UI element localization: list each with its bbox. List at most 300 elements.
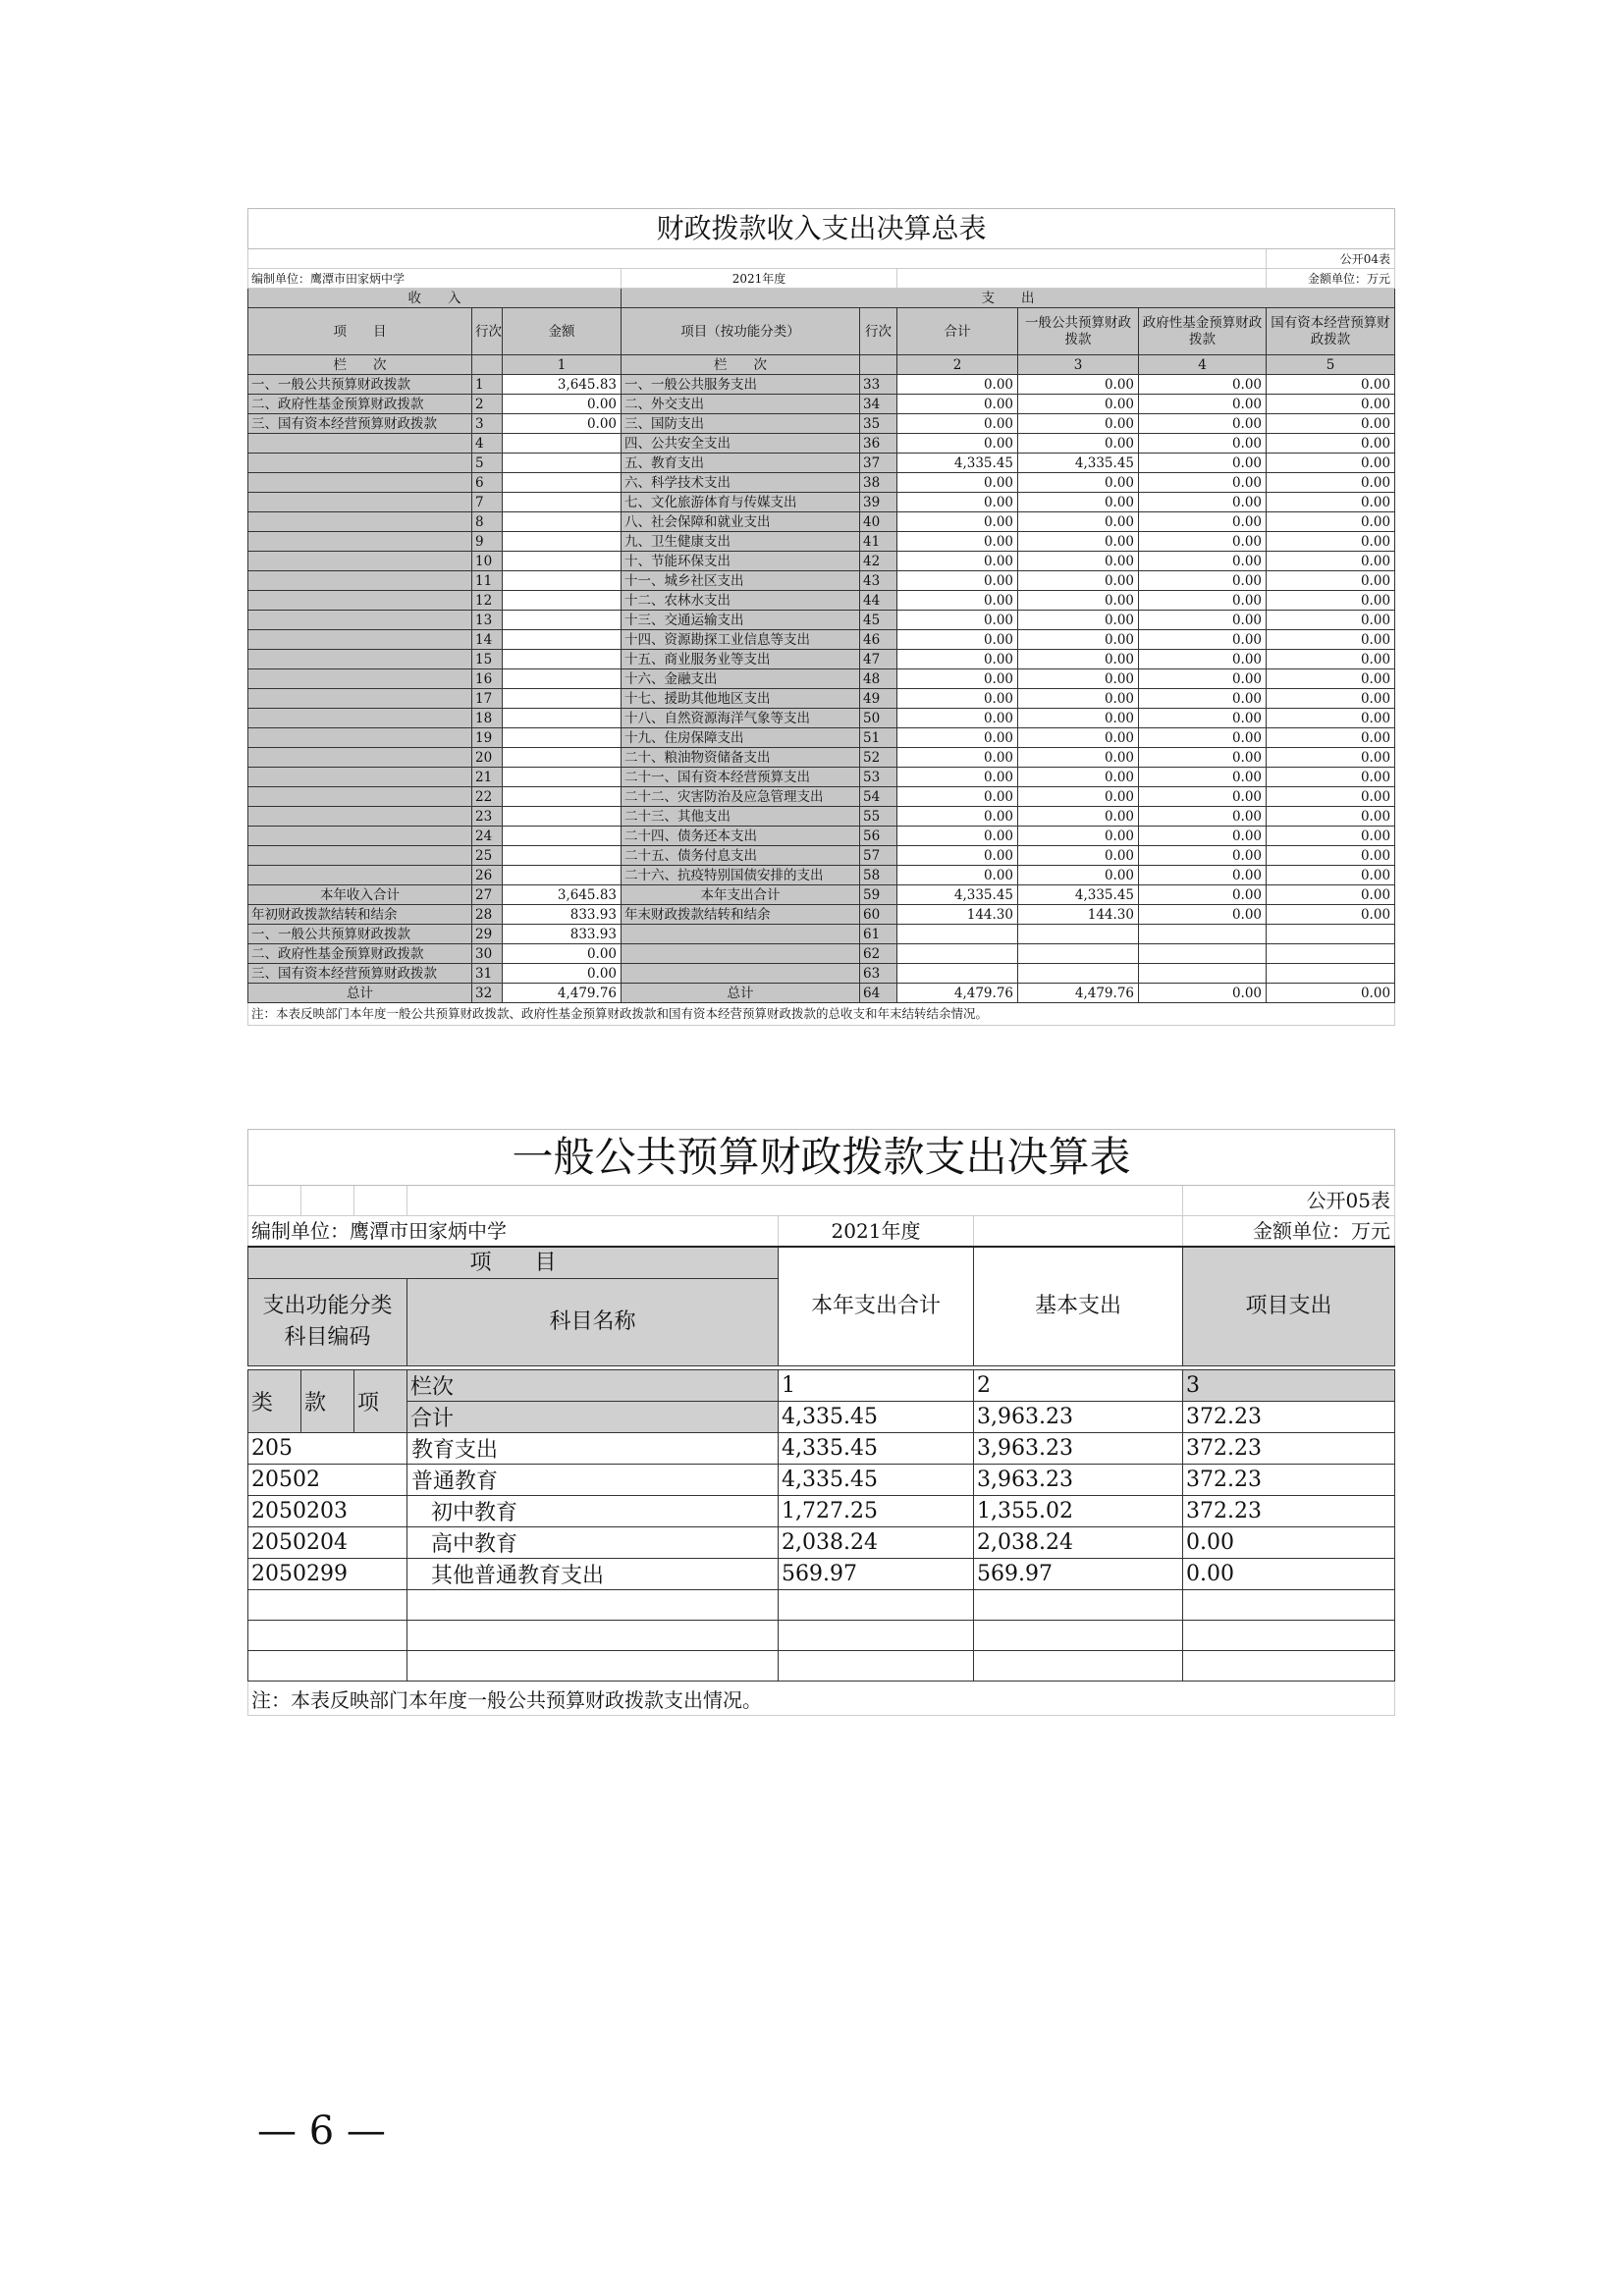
expense-general: 0.00 bbox=[1018, 591, 1139, 611]
balance-general-amount: 833.93 bbox=[503, 925, 622, 944]
income-amount bbox=[503, 630, 622, 650]
income-amount bbox=[503, 512, 622, 532]
row-no: 6 bbox=[472, 473, 503, 493]
income-amount bbox=[503, 709, 622, 728]
expense-general: 0.00 bbox=[1018, 571, 1139, 591]
expense-fund: 0.00 bbox=[1139, 375, 1267, 395]
expense-general: 0.00 bbox=[1018, 552, 1139, 571]
expense-state: 0.00 bbox=[1267, 395, 1395, 414]
item-func-header: 项目（按功能分类） bbox=[622, 308, 860, 355]
table2-year: 2021年度 bbox=[779, 1216, 974, 1248]
table-row bbox=[248, 375, 1395, 395]
grand-total-income: 4,479.76 bbox=[503, 984, 622, 1003]
income-item bbox=[248, 493, 472, 512]
expense-item: 十八、自然资源海洋气象等支出 bbox=[622, 709, 860, 728]
income-amount bbox=[503, 807, 622, 827]
row-no-header: 行次 bbox=[472, 308, 503, 355]
column-number: 5 bbox=[1267, 355, 1395, 375]
table2-org: 编制单位：鹰潭市田家炳中学 bbox=[248, 1216, 779, 1248]
income-item bbox=[248, 591, 472, 611]
row-no: 12 bbox=[472, 591, 503, 611]
income-amount bbox=[503, 434, 622, 454]
expense-general: 0.00 bbox=[1018, 866, 1139, 885]
grand-total-state: 0.00 bbox=[1267, 984, 1395, 1003]
expense-general: 0.00 bbox=[1018, 395, 1139, 414]
expense-general: 0.00 bbox=[1018, 532, 1139, 552]
table2-rows bbox=[248, 1433, 1395, 1590]
grand-total-general: 4,479.76 bbox=[1018, 984, 1139, 1003]
expense-general: 0.00 bbox=[1018, 768, 1139, 787]
expense-total: 0.00 bbox=[897, 787, 1018, 807]
expense-state: 0.00 bbox=[1267, 434, 1395, 454]
category-header: 类 bbox=[248, 1370, 301, 1433]
balance-state-amount: 0.00 bbox=[503, 964, 622, 984]
expense-general: 0.00 bbox=[1018, 650, 1139, 669]
subject-name: 普通教育 bbox=[407, 1465, 779, 1496]
row-total: 569.97 bbox=[779, 1559, 974, 1590]
expense-fund: 0.00 bbox=[1139, 473, 1267, 493]
sum-expense-state: 0.00 bbox=[1267, 885, 1395, 905]
row-no: 28 bbox=[472, 905, 503, 925]
row-no: 10 bbox=[472, 552, 503, 571]
row-no: 14 bbox=[472, 630, 503, 650]
income-item: 三、国有资本经营预算财政拨款 bbox=[248, 414, 472, 434]
sum-income-amount: 3,645.83 bbox=[503, 885, 622, 905]
income-item bbox=[248, 728, 472, 748]
table-row bbox=[248, 866, 1395, 885]
income-item bbox=[248, 650, 472, 669]
expense-item: 十四、资源勘探工业信息等支出 bbox=[622, 630, 860, 650]
expense-general: 0.00 bbox=[1018, 414, 1139, 434]
income-item bbox=[248, 669, 472, 689]
expense-item: 十五、商业服务业等支出 bbox=[622, 650, 860, 669]
expense-total: 0.00 bbox=[897, 591, 1018, 611]
expense-fund: 0.00 bbox=[1139, 512, 1267, 532]
expense-total: 0.00 bbox=[897, 571, 1018, 591]
expense-total: 4,335.45 bbox=[897, 454, 1018, 473]
row-project: 372.23 bbox=[1183, 1496, 1395, 1527]
row-no: 23 bbox=[472, 807, 503, 827]
general-budget-expenditure-body bbox=[247, 1369, 1395, 1716]
expense-fund: 0.00 bbox=[1139, 414, 1267, 434]
expense-state: 0.00 bbox=[1267, 532, 1395, 552]
row-basic: 1,355.02 bbox=[974, 1496, 1183, 1527]
expense-total: 0.00 bbox=[897, 650, 1018, 669]
expense-general: 0.00 bbox=[1018, 709, 1139, 728]
item-header: 项 目 bbox=[248, 1247, 779, 1279]
subject-name: 初中教育 bbox=[407, 1496, 779, 1527]
expense-item: 二十一、国有资本经营预算支出 bbox=[622, 768, 860, 787]
end-balance-general: 144.30 bbox=[1018, 905, 1139, 925]
income-amount bbox=[503, 689, 622, 709]
expense-general: 0.00 bbox=[1018, 827, 1139, 846]
row-no: 57 bbox=[860, 846, 897, 866]
row-no: 34 bbox=[860, 395, 897, 414]
end-balance-state: 0.00 bbox=[1267, 905, 1395, 925]
table-row bbox=[248, 1465, 1395, 1496]
subject-code: 2050204 bbox=[248, 1527, 407, 1559]
table-row bbox=[248, 650, 1395, 669]
income-amount bbox=[503, 571, 622, 591]
income-amount bbox=[503, 611, 622, 630]
expense-total: 0.00 bbox=[897, 630, 1018, 650]
expense-total: 0.00 bbox=[897, 414, 1018, 434]
expense-item: 十、节能环保支出 bbox=[622, 552, 860, 571]
table1-unit: 金额单位：万元 bbox=[1267, 269, 1395, 289]
row-no: 2 bbox=[472, 395, 503, 414]
expense-total: 0.00 bbox=[897, 611, 1018, 630]
table1-form-code: 公开04表 bbox=[1267, 249, 1395, 269]
table1-org: 编制单位：鹰潭市田家炳中学 bbox=[248, 269, 622, 289]
income-amount: 0.00 bbox=[503, 395, 622, 414]
expense-item: 一、一般公共服务支出 bbox=[622, 375, 860, 395]
row-no: 37 bbox=[860, 454, 897, 473]
sum-expense-total: 4,335.45 bbox=[897, 885, 1018, 905]
expense-state: 0.00 bbox=[1267, 571, 1395, 591]
subject-name: 其他普通教育支出 bbox=[407, 1559, 779, 1590]
expense-item: 十九、住房保障支出 bbox=[622, 728, 860, 748]
income-amount bbox=[503, 650, 622, 669]
expense-total: 0.00 bbox=[897, 512, 1018, 532]
income-item bbox=[248, 748, 472, 768]
income-amount bbox=[503, 748, 622, 768]
income-amount bbox=[503, 866, 622, 885]
table-row bbox=[248, 1433, 1395, 1465]
row-no: 35 bbox=[860, 414, 897, 434]
row-no: 59 bbox=[860, 885, 897, 905]
income-header: 收 入 bbox=[248, 289, 622, 308]
row-basic: 3,963.23 bbox=[974, 1433, 1183, 1465]
row-no: 29 bbox=[472, 925, 503, 944]
expense-fund: 0.00 bbox=[1139, 728, 1267, 748]
basic-expense-header: 基本支出 bbox=[974, 1247, 1183, 1366]
column-label: 栏次 bbox=[407, 1370, 779, 1402]
expense-fund: 0.00 bbox=[1139, 709, 1267, 728]
expense-state: 0.00 bbox=[1267, 591, 1395, 611]
row-no: 63 bbox=[860, 964, 897, 984]
expense-general: 0.00 bbox=[1018, 669, 1139, 689]
row-basic: 2,038.24 bbox=[974, 1527, 1183, 1559]
expense-total: 0.00 bbox=[897, 493, 1018, 512]
income-item bbox=[248, 454, 472, 473]
expense-total: 0.00 bbox=[897, 473, 1018, 493]
column-number: 1 bbox=[503, 355, 622, 375]
subject-code: 2050299 bbox=[248, 1559, 407, 1590]
balance-general-label: 一、一般公共预算财政拨款 bbox=[248, 925, 472, 944]
expense-total: 0.00 bbox=[897, 552, 1018, 571]
expense-fund: 0.00 bbox=[1139, 611, 1267, 630]
table-row bbox=[248, 689, 1395, 709]
expense-state: 0.00 bbox=[1267, 650, 1395, 669]
expense-general: 0.00 bbox=[1018, 493, 1139, 512]
row-no: 36 bbox=[860, 434, 897, 454]
expense-item: 十七、援助其他地区支出 bbox=[622, 689, 860, 709]
expense-general: 0.00 bbox=[1018, 689, 1139, 709]
general-budget-expenditure-table bbox=[247, 1129, 1395, 1366]
row-no: 9 bbox=[472, 532, 503, 552]
row-no: 47 bbox=[860, 650, 897, 669]
total-expense-header: 本年支出合计 bbox=[779, 1247, 974, 1366]
expense-general: 4,335.45 bbox=[1018, 454, 1139, 473]
table1-title: 财政拨款收入支出决算总表 bbox=[248, 209, 1395, 249]
sum-expense-label: 本年支出合计 bbox=[622, 885, 860, 905]
expense-state: 0.00 bbox=[1267, 669, 1395, 689]
row-no: 27 bbox=[472, 885, 503, 905]
total-header: 合计 bbox=[897, 308, 1018, 355]
expense-state: 0.00 bbox=[1267, 414, 1395, 434]
row-no: 26 bbox=[472, 866, 503, 885]
income-item bbox=[248, 866, 472, 885]
expense-item: 十一、城乡社区支出 bbox=[622, 571, 860, 591]
table-row bbox=[248, 630, 1395, 650]
expense-item: 二十五、债务付息支出 bbox=[622, 846, 860, 866]
table-row bbox=[248, 512, 1395, 532]
expense-general: 0.00 bbox=[1018, 434, 1139, 454]
expense-fund: 0.00 bbox=[1139, 787, 1267, 807]
row-no: 45 bbox=[860, 611, 897, 630]
page-number: — 6 — bbox=[257, 2109, 386, 2154]
row-no: 55 bbox=[860, 807, 897, 827]
expense-total: 0.00 bbox=[897, 434, 1018, 454]
grand-total-income-label: 总计 bbox=[248, 984, 472, 1003]
amount-header: 金额 bbox=[503, 308, 622, 355]
expense-fund: 0.00 bbox=[1139, 768, 1267, 787]
expense-state: 0.00 bbox=[1267, 866, 1395, 885]
row-no-header-2: 行次 bbox=[860, 308, 897, 355]
income-amount: 0.00 bbox=[503, 414, 622, 434]
sum-basic: 3,963.23 bbox=[974, 1402, 1183, 1433]
expense-general: 0.00 bbox=[1018, 728, 1139, 748]
income-amount bbox=[503, 768, 622, 787]
expense-state: 0.00 bbox=[1267, 728, 1395, 748]
sum-label: 合计 bbox=[407, 1402, 779, 1433]
expense-item: 四、公共安全支出 bbox=[622, 434, 860, 454]
row-no: 53 bbox=[860, 768, 897, 787]
income-amount bbox=[503, 846, 622, 866]
row-no: 46 bbox=[860, 630, 897, 650]
income-item bbox=[248, 552, 472, 571]
sum-total: 4,335.45 bbox=[779, 1402, 974, 1433]
row-no: 20 bbox=[472, 748, 503, 768]
income-item bbox=[248, 611, 472, 630]
expense-total: 0.00 bbox=[897, 807, 1018, 827]
row-no: 33 bbox=[860, 375, 897, 395]
expense-total: 0.00 bbox=[897, 827, 1018, 846]
expense-state: 0.00 bbox=[1267, 473, 1395, 493]
expense-item: 十二、农林水支出 bbox=[622, 591, 860, 611]
expense-general: 0.00 bbox=[1018, 375, 1139, 395]
row-no: 21 bbox=[472, 768, 503, 787]
expense-state: 0.00 bbox=[1267, 689, 1395, 709]
row-total: 4,335.45 bbox=[779, 1433, 974, 1465]
table-row bbox=[248, 1559, 1395, 1590]
column-number: 1 bbox=[779, 1370, 974, 1402]
row-basic: 3,963.23 bbox=[974, 1465, 1183, 1496]
row-no: 64 bbox=[860, 984, 897, 1003]
expense-fund: 0.00 bbox=[1139, 669, 1267, 689]
column-number: 2 bbox=[974, 1370, 1183, 1402]
row-project: 372.23 bbox=[1183, 1433, 1395, 1465]
table-row bbox=[248, 768, 1395, 787]
expense-fund: 0.00 bbox=[1139, 846, 1267, 866]
row-no: 24 bbox=[472, 827, 503, 846]
expense-general: 0.00 bbox=[1018, 846, 1139, 866]
table-row bbox=[248, 473, 1395, 493]
table-row bbox=[248, 611, 1395, 630]
expense-item: 六、科学技术支出 bbox=[622, 473, 860, 493]
balance-fund-label: 二、政府性基金预算财政拨款 bbox=[248, 944, 472, 964]
row-no: 62 bbox=[860, 944, 897, 964]
expense-item: 九、卫生健康支出 bbox=[622, 532, 860, 552]
expense-state: 0.00 bbox=[1267, 493, 1395, 512]
table1-body bbox=[248, 375, 1395, 885]
expense-item: 三、国防支出 bbox=[622, 414, 860, 434]
expense-fund: 0.00 bbox=[1139, 571, 1267, 591]
expense-item: 二十四、债务还本支出 bbox=[622, 827, 860, 846]
table-row bbox=[248, 846, 1395, 866]
row-no: 61 bbox=[860, 925, 897, 944]
income-amount bbox=[503, 827, 622, 846]
gov-fund-header: 政府性基金预算财政拨款 bbox=[1139, 308, 1267, 355]
income-item bbox=[248, 689, 472, 709]
expense-general: 0.00 bbox=[1018, 807, 1139, 827]
table-row bbox=[248, 591, 1395, 611]
income-item bbox=[248, 512, 472, 532]
income-amount bbox=[503, 787, 622, 807]
expense-total: 0.00 bbox=[897, 728, 1018, 748]
income-item bbox=[248, 787, 472, 807]
grand-total-fund: 0.00 bbox=[1139, 984, 1267, 1003]
column-number: 3 bbox=[1183, 1370, 1395, 1402]
table-row bbox=[248, 1527, 1395, 1559]
row-project: 0.00 bbox=[1183, 1527, 1395, 1559]
expense-fund: 0.00 bbox=[1139, 493, 1267, 512]
table-row bbox=[248, 709, 1395, 728]
column-label: 栏 次 bbox=[248, 355, 472, 375]
table2-note: 注：本表反映部门本年度一般公共预算财政拨款支出情况。 bbox=[248, 1682, 1395, 1716]
expense-state: 0.00 bbox=[1267, 709, 1395, 728]
expense-item: 二、外交支出 bbox=[622, 395, 860, 414]
grand-total-expense: 4,479.76 bbox=[897, 984, 1018, 1003]
subject-code: 205 bbox=[248, 1433, 407, 1465]
expense-item: 五、教育支出 bbox=[622, 454, 860, 473]
row-no: 44 bbox=[860, 591, 897, 611]
row-no: 49 bbox=[860, 689, 897, 709]
table1-year: 2021年度 bbox=[622, 269, 897, 289]
table-row bbox=[248, 552, 1395, 571]
table-row bbox=[248, 493, 1395, 512]
table1-note: 注：本表反映部门本年度一般公共预算财政拨款、政府性基金预算财政拨款和国有资本经营预算财政拨款的总收支和年末结转结余情况。 bbox=[248, 1003, 1395, 1026]
row-no: 60 bbox=[860, 905, 897, 925]
expense-total: 0.00 bbox=[897, 689, 1018, 709]
end-balance-total: 144.30 bbox=[897, 905, 1018, 925]
table-row bbox=[248, 434, 1395, 454]
expense-total: 0.00 bbox=[897, 395, 1018, 414]
expense-fund: 0.00 bbox=[1139, 395, 1267, 414]
expense-item: 二十、粮油物资储备支出 bbox=[622, 748, 860, 768]
income-amount bbox=[503, 591, 622, 611]
subject-name: 教育支出 bbox=[407, 1433, 779, 1465]
row-no: 22 bbox=[472, 787, 503, 807]
expense-fund: 0.00 bbox=[1139, 434, 1267, 454]
expense-fund: 0.00 bbox=[1139, 630, 1267, 650]
row-no: 58 bbox=[860, 866, 897, 885]
expense-total: 0.00 bbox=[897, 768, 1018, 787]
expense-state: 0.00 bbox=[1267, 375, 1395, 395]
expense-item: 七、文化旅游体育与传媒支出 bbox=[622, 493, 860, 512]
expense-fund: 0.00 bbox=[1139, 532, 1267, 552]
expense-general: 0.00 bbox=[1018, 512, 1139, 532]
row-no: 4 bbox=[472, 434, 503, 454]
expense-total: 0.00 bbox=[897, 866, 1018, 885]
fiscal-appropriation-summary-table bbox=[247, 208, 1395, 1026]
row-no: 54 bbox=[860, 787, 897, 807]
column-number: 3 bbox=[1018, 355, 1139, 375]
subject-code: 2050203 bbox=[248, 1496, 407, 1527]
table-row bbox=[248, 532, 1395, 552]
income-item bbox=[248, 473, 472, 493]
row-no: 18 bbox=[472, 709, 503, 728]
expense-state: 0.00 bbox=[1267, 630, 1395, 650]
row-no: 1 bbox=[472, 375, 503, 395]
row-total: 2,038.24 bbox=[779, 1527, 974, 1559]
expense-fund: 0.00 bbox=[1139, 591, 1267, 611]
subject-name-header: 科目名称 bbox=[407, 1279, 779, 1366]
row-no: 56 bbox=[860, 827, 897, 846]
sum-project: 372.23 bbox=[1183, 1402, 1395, 1433]
expense-item: 二十三、其他支出 bbox=[622, 807, 860, 827]
expense-state: 0.00 bbox=[1267, 748, 1395, 768]
balance-fund-amount: 0.00 bbox=[503, 944, 622, 964]
expense-general: 0.00 bbox=[1018, 748, 1139, 768]
table2-form-code: 公开05表 bbox=[1183, 1186, 1395, 1216]
table-row bbox=[248, 1496, 1395, 1527]
table-row bbox=[248, 827, 1395, 846]
income-item bbox=[248, 709, 472, 728]
column-label-2: 栏 次 bbox=[622, 355, 860, 375]
row-no: 25 bbox=[472, 846, 503, 866]
row-no: 31 bbox=[472, 964, 503, 984]
row-no: 5 bbox=[472, 454, 503, 473]
row-no: 43 bbox=[860, 571, 897, 591]
income-item bbox=[248, 532, 472, 552]
expense-item: 八、社会保障和就业支出 bbox=[622, 512, 860, 532]
income-item bbox=[248, 827, 472, 846]
table-row bbox=[248, 414, 1395, 434]
expense-fund: 0.00 bbox=[1139, 866, 1267, 885]
row-no: 38 bbox=[860, 473, 897, 493]
general-budget-header: 一般公共预算财政拨款 bbox=[1018, 308, 1139, 355]
row-no: 7 bbox=[472, 493, 503, 512]
table-row bbox=[248, 728, 1395, 748]
row-basic: 569.97 bbox=[974, 1559, 1183, 1590]
income-amount: 3,645.83 bbox=[503, 375, 622, 395]
row-no: 30 bbox=[472, 944, 503, 964]
sum-expense-general: 4,335.45 bbox=[1018, 885, 1139, 905]
row-no: 16 bbox=[472, 669, 503, 689]
func-code-header: 支出功能分类科目编码 bbox=[248, 1279, 407, 1366]
expense-total: 0.00 bbox=[897, 669, 1018, 689]
row-no: 13 bbox=[472, 611, 503, 630]
expense-item: 二十二、灾害防治及应急管理支出 bbox=[622, 787, 860, 807]
section-header: 款 bbox=[301, 1370, 354, 1433]
table-row bbox=[248, 454, 1395, 473]
table-row bbox=[248, 571, 1395, 591]
row-no: 11 bbox=[472, 571, 503, 591]
expense-total: 0.00 bbox=[897, 375, 1018, 395]
expense-fund: 0.00 bbox=[1139, 454, 1267, 473]
income-amount bbox=[503, 728, 622, 748]
